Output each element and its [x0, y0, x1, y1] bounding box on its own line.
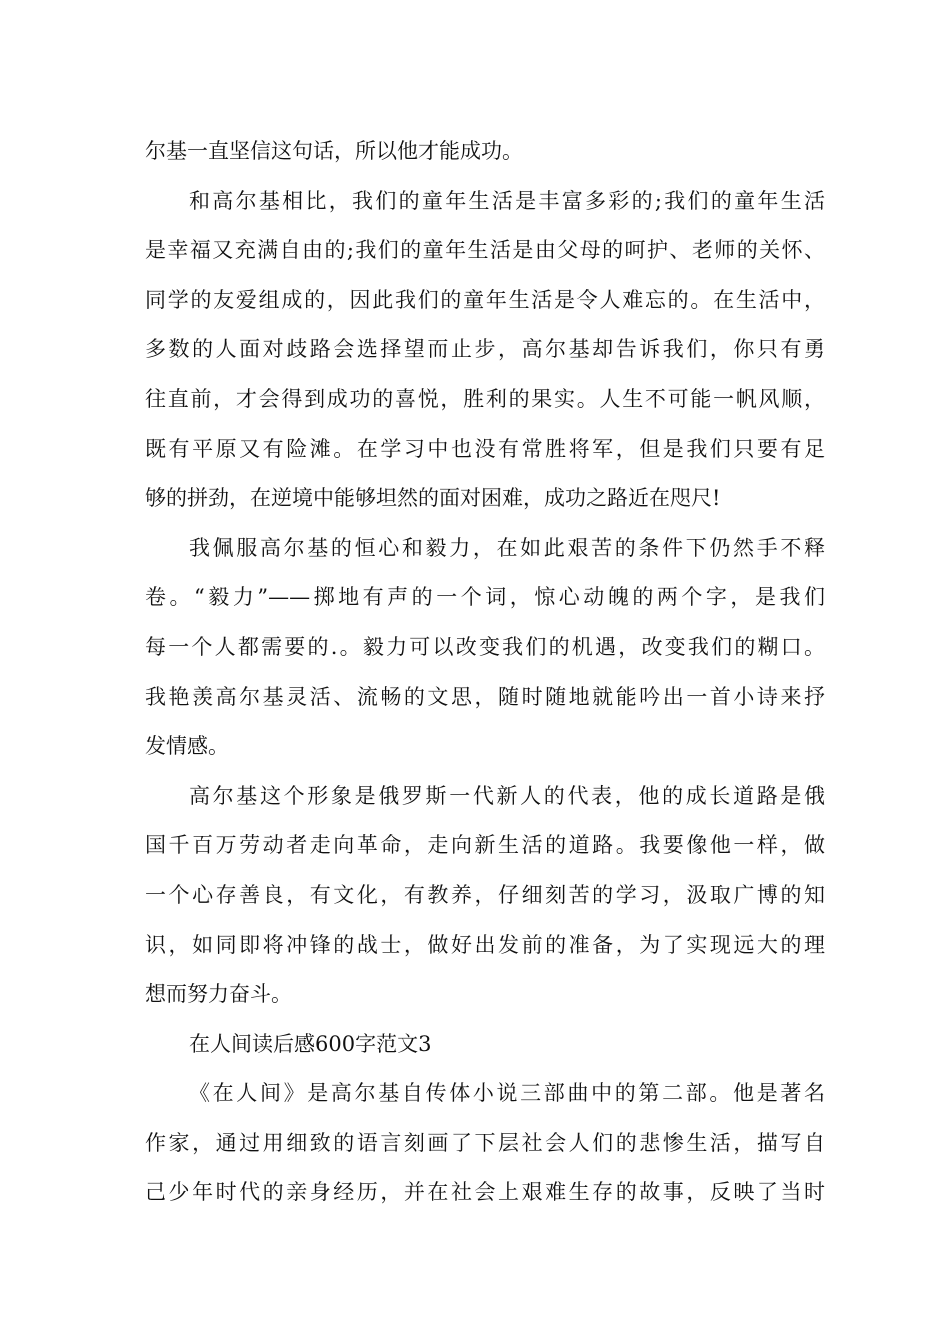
- paragraph-line: 国千百万劳动者走向革命，走向新生活的道路。我要像他一样，做: [145, 833, 825, 858]
- paragraph-line: 一个心存善良，有文化，有教养，仔细刻苦的学习，汲取广博的知: [145, 882, 825, 907]
- paragraph-line: 够的拼劲，在逆境中能够坦然的面对困难，成功之路近在咫尺!: [145, 486, 721, 511]
- paragraph-line: 往直前，才会得到成功的喜悦，胜利的果实。人生不可能一帆风顺，: [145, 386, 825, 411]
- paragraph-line: 和高尔基相比，我们的童年生活是丰富多彩的;我们的童年生活: [189, 188, 825, 213]
- paragraph-line: 每一个人都需要的.。毅力可以改变我们的机遇，改变我们的糊口。: [145, 634, 825, 659]
- paragraph-line: 识，如同即将冲锋的战士，做好出发前的准备，为了实现远大的理: [145, 932, 825, 957]
- paragraph-line: 我佩服高尔基的恒心和毅力，在如此艰苦的条件下仍然手不释: [189, 535, 825, 560]
- paragraph-line: 我艳羡高尔基灵活、流畅的文思，随时随地就能吟出一首小诗来抒: [145, 684, 825, 709]
- section-heading: 在人间读后感600字范文3: [189, 1031, 432, 1056]
- paragraph-line: 发情感。: [145, 734, 229, 759]
- paragraph-line: 作家，通过用细致的语言刻画了下层社会人们的悲惨生活，描写自: [145, 1130, 825, 1155]
- paragraph-line: 己少年时代的亲身经历，并在社会上艰难生存的故事，反映了当时: [145, 1180, 825, 1205]
- paragraph-line: 同学的友爱组成的，因此我们的童年生活是令人难忘的。在生活中，: [145, 287, 825, 312]
- paragraph-line: 是幸福又充满自由的;我们的童年生活是由父母的呵护、老师的关怀、: [145, 238, 825, 263]
- document-body: [145, 127, 825, 1218]
- paragraph-line: 尔基一直坚信这句话，所以他才能成功。: [145, 139, 523, 163]
- paragraph-line: 高尔基这个形象是俄罗斯一代新人的代表，他的成长道路是俄: [189, 783, 825, 808]
- paragraph-line: 既有平原又有险滩。在学习中也没有常胜将军，但是我们只要有足: [145, 436, 825, 461]
- paragraph-line: 想而努力奋斗。: [145, 982, 292, 1007]
- paragraph-line: 卷。“毅力”——掷地有声的一个词，惊心动魄的两个字，是我们: [145, 585, 825, 610]
- paragraph-line: 多数的人面对歧路会选择望而止步，高尔基却告诉我们，你只有勇: [145, 337, 825, 362]
- paragraph-line: 《在人间》是高尔基自传体小说三部曲中的第二部。他是著名: [189, 1081, 825, 1106]
